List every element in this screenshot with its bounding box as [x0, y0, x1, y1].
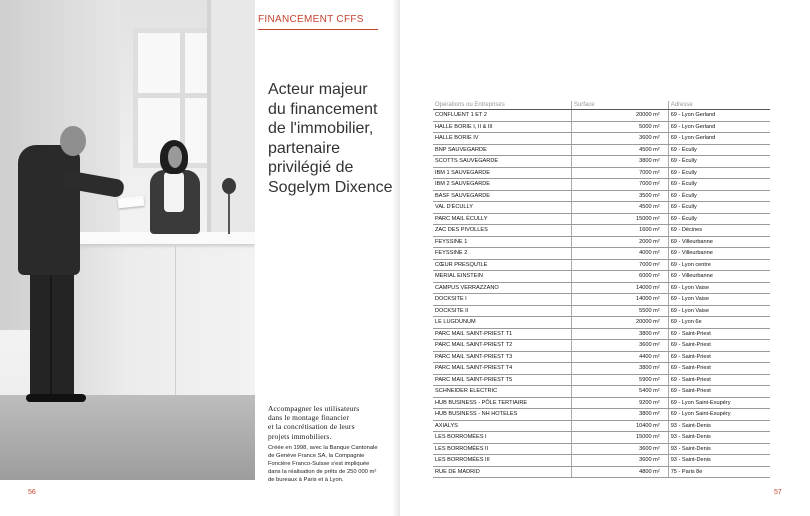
- table-row: [433, 455, 770, 467]
- cell-operation: FEYSSINE 2: [433, 248, 571, 260]
- table-row: [433, 397, 770, 409]
- cell-surface: 3600 m²: [571, 455, 668, 467]
- intro-title-line: projets immobiliers.: [268, 431, 332, 441]
- intro-title-line: et la concrétisation de leurs: [268, 422, 355, 432]
- cell-address: 69 - Villeurbanne: [668, 248, 770, 260]
- table-row: [433, 432, 770, 444]
- cell-operation: IBM 2 SAUVEGARDE: [433, 179, 571, 191]
- page-number-right: 57: [774, 489, 782, 496]
- table-row: [433, 248, 770, 260]
- intro-title-line: Accompagner les utilisateurs: [268, 404, 360, 413]
- cell-operation: CAMPUS VERRAZZANO: [433, 282, 571, 294]
- cell-address: 69 - Écully: [668, 190, 770, 202]
- cell-address: 69 - Lyon Vaise: [668, 282, 770, 294]
- document-paper: [118, 196, 145, 209]
- table-row: [433, 351, 770, 363]
- cell-surface: 5400 m²: [571, 386, 668, 398]
- headline-line: Sogelym Dixence: [268, 178, 393, 196]
- cell-address: 69 - Lyon Saint-Exupéry: [668, 397, 770, 409]
- cell-address: 69 - Villeurbanne: [668, 236, 770, 248]
- headline-line: partenaire: [268, 139, 341, 157]
- table-row: [433, 271, 770, 283]
- cell-operation: FEYSSINE 1: [433, 236, 571, 248]
- cell-surface: 3600 m²: [571, 133, 668, 145]
- cell-operation: PARC MAIL SAINT-PRIEST T3: [433, 351, 571, 363]
- table-row: [433, 305, 770, 317]
- cell-operation: CONFLUENT 1 ET 2: [433, 110, 571, 122]
- cell-address: 69 - Décines: [668, 225, 770, 237]
- cell-operation: LES BORROMÉES I: [433, 432, 571, 444]
- cell-address: 69 - Saint-Priest: [668, 351, 770, 363]
- cell-surface: 3800 m²: [571, 156, 668, 168]
- cell-surface: 4400 m²: [571, 351, 668, 363]
- cell-surface: 5500 m²: [571, 305, 668, 317]
- cell-operation: SCHNEIDER ELECTRIC: [433, 386, 571, 398]
- cell-operation: HALLE BORIE IV: [433, 133, 571, 145]
- cell-operation: BNP SAUVEGARDE: [433, 144, 571, 156]
- cell-address: 69 - Lyon 6e: [668, 317, 770, 329]
- intro-block: [268, 404, 390, 484]
- intro-body-line: Foncière Franco-Suisse s'est impliquée: [268, 460, 370, 467]
- table-row: [433, 167, 770, 179]
- table-row: [433, 156, 770, 168]
- cell-operation: IBM 1 SAUVEGARDE: [433, 167, 571, 179]
- table-row: [433, 340, 770, 352]
- cell-operation: PARC MAIL SAINT-PRIEST T5: [433, 374, 571, 386]
- cell-surface: 20000 m²: [571, 110, 668, 122]
- header-surface: Surface: [571, 101, 668, 110]
- table-body: [433, 110, 770, 478]
- operations-table: [433, 101, 770, 478]
- table-row: [433, 317, 770, 329]
- cell-operation: LES BORROMÉES II: [433, 443, 571, 455]
- cell-address: 69 - Lyon Saint-Exupéry: [668, 409, 770, 421]
- cell-operation: CŒUR PRESQU'ILE: [433, 259, 571, 271]
- table-row: [433, 225, 770, 237]
- cell-address: 69 - Écully: [668, 156, 770, 168]
- table-row: [433, 294, 770, 306]
- cell-address: 69 - Saint-Priest: [668, 386, 770, 398]
- cell-surface: 10400 m²: [571, 420, 668, 432]
- table-row: [433, 282, 770, 294]
- cell-operation: RUE DE MADRID: [433, 466, 571, 478]
- cell-surface: 2000 m²: [571, 236, 668, 248]
- cell-address: 75 - Paris 8e: [668, 466, 770, 478]
- headline-line: du financement: [268, 100, 378, 118]
- table-row: [433, 179, 770, 191]
- cell-operation: BASF SAUVEGARDE: [433, 190, 571, 202]
- intro-body-line: de bureaux à Paris et à Lyon.: [268, 476, 344, 483]
- cell-surface: 7000 m²: [571, 259, 668, 271]
- table-row: [433, 363, 770, 375]
- cell-address: 69 - Saint-Priest: [668, 374, 770, 386]
- cell-address: 69 - Écully: [668, 213, 770, 225]
- table-row: [433, 110, 770, 122]
- header-address: Adresse: [668, 101, 770, 110]
- cell-surface: 14000 m²: [571, 294, 668, 306]
- cell-operation: PARC MAIL SAINT-PRIEST T1: [433, 328, 571, 340]
- cell-address: 69 - Lyon Gerland: [668, 110, 770, 122]
- cell-address: 69 - Écully: [668, 179, 770, 191]
- cell-surface: 15000 m²: [571, 213, 668, 225]
- table-row: [433, 466, 770, 478]
- table-row: [433, 121, 770, 133]
- cell-address: 69 - Lyon centre: [668, 259, 770, 271]
- cell-operation: MERIAL EINSTEIN: [433, 271, 571, 283]
- table-row: [433, 374, 770, 386]
- table-row: [433, 202, 770, 214]
- cell-surface: 7000 m²: [571, 179, 668, 191]
- cell-address: 69 - Saint-Priest: [668, 328, 770, 340]
- table-row: [433, 443, 770, 455]
- cell-address: 69 - Saint-Priest: [668, 363, 770, 375]
- cell-address: 69 - Écully: [668, 167, 770, 179]
- cell-operation: ZAC DES PIVOLLES: [433, 225, 571, 237]
- headline-line: Acteur majeur: [268, 81, 368, 98]
- headline-line: privilégié de: [268, 159, 354, 176]
- table-row: [433, 409, 770, 421]
- intro-title: [268, 404, 390, 441]
- cell-address: 69 - Écully: [668, 144, 770, 156]
- intro-body-line: dans la réalisation de prêts de 250 000 m²: [268, 468, 377, 475]
- table-row: [433, 190, 770, 202]
- cell-operation: LES BORROMÉES III: [433, 455, 571, 467]
- section-rule: [258, 29, 378, 30]
- cell-operation: AXIALYS: [433, 420, 571, 432]
- cell-operation: SCOTTS SAUVEGARDE: [433, 156, 571, 168]
- cell-surface: 3800 m²: [571, 409, 668, 421]
- page-number-left: 56: [28, 489, 36, 496]
- intro-title-line: dans le montage financier: [268, 413, 350, 423]
- table-row: [433, 144, 770, 156]
- left-page: [0, 0, 400, 516]
- cell-address: 93 - Saint-Denis: [668, 432, 770, 444]
- table-row: [433, 259, 770, 271]
- cell-surface: 4500 m²: [571, 144, 668, 156]
- cell-operation: LE LUGDUNUM: [433, 317, 571, 329]
- headline-line: de l'immobilier,: [268, 120, 374, 137]
- intro-body-line: Créée en 1998, avec la Banque Cantonale: [268, 444, 378, 451]
- cell-surface: 4500 m²: [571, 202, 668, 214]
- table-header-row: [433, 101, 770, 110]
- table-row: [433, 236, 770, 248]
- cell-address: 69 - Lyon Gerland: [668, 133, 770, 145]
- cell-address: 69 - Villeurbanne: [668, 271, 770, 283]
- cell-surface: 3800 m²: [571, 328, 668, 340]
- cell-surface: 4000 m²: [571, 248, 668, 260]
- table-row: [433, 420, 770, 432]
- headline: [268, 80, 393, 197]
- cell-surface: 20000 m²: [571, 317, 668, 329]
- section-label: FINANCEMENT CFFS: [258, 14, 364, 25]
- intro-body-line: de Genève France SA, la Compagnie: [268, 452, 365, 459]
- cell-surface: 6000 m²: [571, 271, 668, 283]
- section-header: [258, 14, 378, 30]
- cell-operation: HUB BUSINESS - PÔLE TERTIAIRE: [433, 397, 571, 409]
- cell-surface: 7000 m²: [571, 167, 668, 179]
- table-row: [433, 133, 770, 145]
- cell-surface: 3600 m²: [571, 340, 668, 352]
- cell-surface: 1600 m²: [571, 225, 668, 237]
- cell-surface: 4800 m²: [571, 466, 668, 478]
- cell-operation: DOCKSITE I: [433, 294, 571, 306]
- cell-operation: PARC MAIL SAINT-PRIEST T4: [433, 363, 571, 375]
- cell-address: 93 - Saint-Denis: [668, 420, 770, 432]
- table-row: [433, 328, 770, 340]
- cell-operation: PARC MAIL ÉCULLY: [433, 213, 571, 225]
- header-operations: Opérations ou Entreprises: [433, 101, 571, 110]
- cell-address: 69 - Lyon Gerland: [668, 121, 770, 133]
- table-row: [433, 213, 770, 225]
- cell-surface: 3600 m²: [571, 443, 668, 455]
- man-figure: [18, 145, 80, 275]
- cell-operation: DOCKSITE II: [433, 305, 571, 317]
- cell-operation: PARC MAIL SAINT-PRIEST T2: [433, 340, 571, 352]
- cell-operation: VAL D'ÉCULLY: [433, 202, 571, 214]
- cell-surface: 5900 m²: [571, 374, 668, 386]
- cell-operation: HUB BUSINESS - NH HOTELES: [433, 409, 571, 421]
- cell-address: 93 - Saint-Denis: [668, 443, 770, 455]
- cell-operation: HALLE BORIE I, II & III: [433, 121, 571, 133]
- cell-address: 69 - Lyon Vaise: [668, 305, 770, 317]
- cell-address: 69 - Lyon Vaise: [668, 294, 770, 306]
- cell-surface: 15000 m²: [571, 432, 668, 444]
- cell-surface: 3800 m²: [571, 363, 668, 375]
- intro-body: [268, 444, 390, 484]
- cell-surface: 9200 m²: [571, 397, 668, 409]
- cell-address: 69 - Saint-Priest: [668, 340, 770, 352]
- office-reception-photo: [0, 0, 255, 480]
- cell-surface: 5000 m²: [571, 121, 668, 133]
- cell-address: 69 - Écully: [668, 202, 770, 214]
- cell-surface: 3500 m²: [571, 190, 668, 202]
- cell-address: 93 - Saint-Denis: [668, 455, 770, 467]
- flower: [222, 178, 236, 194]
- table-row: [433, 386, 770, 398]
- cell-surface: 14000 m²: [571, 282, 668, 294]
